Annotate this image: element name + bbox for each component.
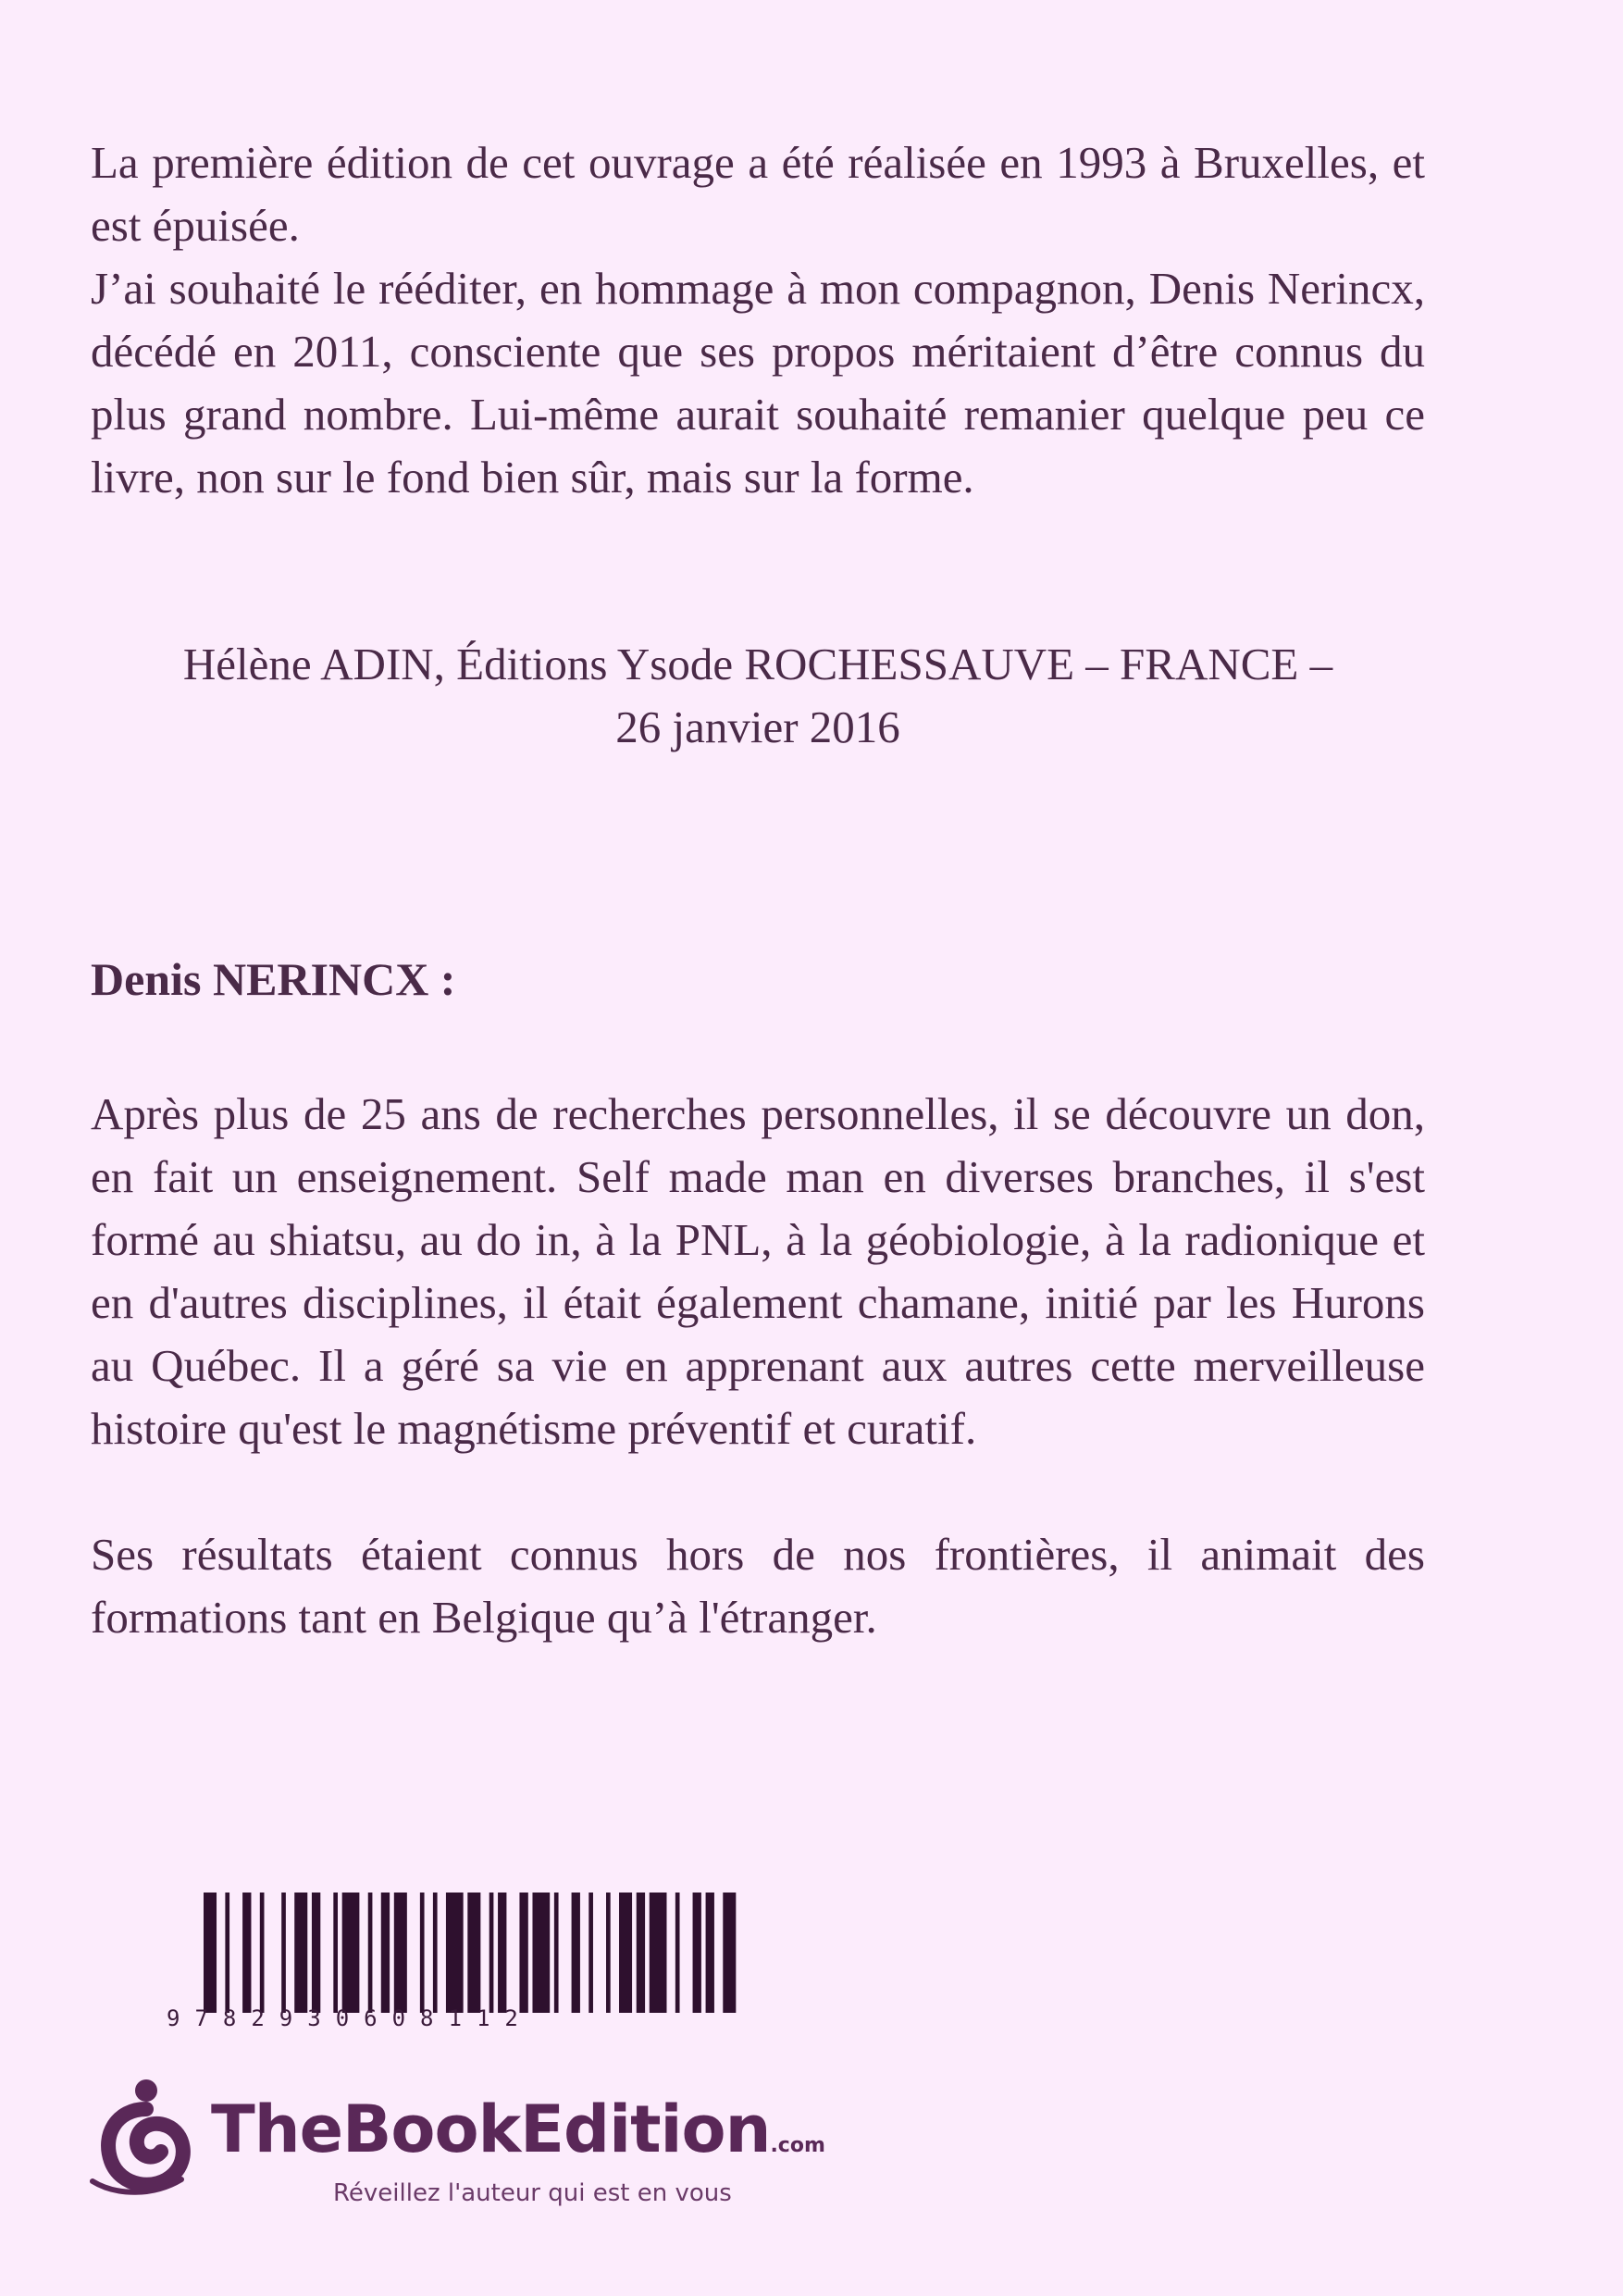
- barcode-bar: [225, 1893, 229, 2013]
- barcode-bar: [572, 1893, 580, 2013]
- barcode-bar: [312, 1893, 320, 2013]
- barcode-bar: [420, 1893, 425, 2013]
- barcode-bar: [637, 1893, 645, 2013]
- barcode-bar: [554, 1893, 559, 2013]
- barcode-bar: [588, 1893, 593, 2013]
- signature-line-1: Hélène ADIN, Éditions Ysode ROCHESSAUVE – FRANCE –: [182, 639, 1333, 689]
- barcode-bar: [242, 1893, 251, 2013]
- barcode-bar: [446, 1893, 464, 2013]
- barcode-bar: [333, 1893, 338, 2013]
- barcode-bar: [498, 1893, 506, 2013]
- barcode-bar: [489, 1893, 494, 2013]
- intro-paragraph-2: J’ai souhaité le rééditer, en hommage à mon compagnon, Denis Nerincx, décédé en 2011, consciente que ses propos méritaient d’être connus du plus grand nombre. Lui-même aurait souhaité remanier quelque peu ce livre, non sur le fond bien sûr, mais sur la forme.: [91, 263, 1425, 503]
- barcode-bar: [260, 1893, 265, 2013]
- barcode-bar: [532, 1893, 550, 2013]
- signature-date: 26 janvier 2016: [615, 701, 900, 752]
- barcode-bar: [433, 1893, 438, 2013]
- barcode-bar: [650, 1893, 667, 2013]
- barcode-bar: [606, 1893, 611, 2013]
- barcode-bar: [467, 1893, 480, 2013]
- author-heading: Denis NERINCX :: [91, 953, 456, 1005]
- intro-paragraph-1: La première édition de cet ouvrage a été réalisée en 1993 à Bruxelles, et est épuisée.: [91, 137, 1425, 251]
- signature-block: [91, 633, 1425, 759]
- publisher-domain: .com: [770, 2134, 825, 2157]
- barcode-bars: [204, 1893, 740, 2013]
- barcode-bar: [342, 1893, 360, 2013]
- publisher-tagline: Réveillez l'auteur qui est en vous: [333, 2179, 732, 2207]
- thebookedition-logo-icon: [89, 2078, 200, 2198]
- barcode-bar: [204, 1893, 217, 2013]
- barcode-bar: [281, 1893, 286, 2013]
- publisher-logo: [89, 2078, 848, 2226]
- barcode-bar: [394, 1893, 407, 2013]
- publisher-name: [211, 2092, 825, 2183]
- barcode-bar: [294, 1893, 307, 2013]
- barcode-bar: [619, 1893, 632, 2013]
- barcode-bar: [368, 1893, 373, 2013]
- barcode-digits: 9782930608112: [167, 2005, 533, 2031]
- author-bio-paragraph-1: Après plus de 25 ans de recherches personnelles, il se découvre un don, en fait un enseignement. Self made man en diverses branches, il s'est formé au shiatsu, au do in, à la PNL, à la géobiologie, à la radionique et en d'autres disciplines, il était également chamane, initié par les Hurons au Québec. Il a géré sa vie en apprenant aux autres cette merveilleuse histoire qu'est le magnétisme préventif et curatif.: [91, 1088, 1425, 1454]
- barcode-bar: [706, 1893, 714, 2013]
- isbn-barcode: [167, 1893, 768, 2031]
- publisher-name-text: TheBookEdition: [211, 2091, 771, 2167]
- barcode-bar: [519, 1893, 527, 2013]
- barcode-bar: [381, 1893, 390, 2013]
- barcode-bar: [723, 1893, 736, 2013]
- barcode-bar: [675, 1893, 680, 2013]
- barcode-bar: [693, 1893, 701, 2013]
- author-bio-paragraph-2: Ses résultats étaient connus hors de nos frontières, il animait des formations tant en Belgique qu’à l'étranger.: [91, 1529, 1425, 1643]
